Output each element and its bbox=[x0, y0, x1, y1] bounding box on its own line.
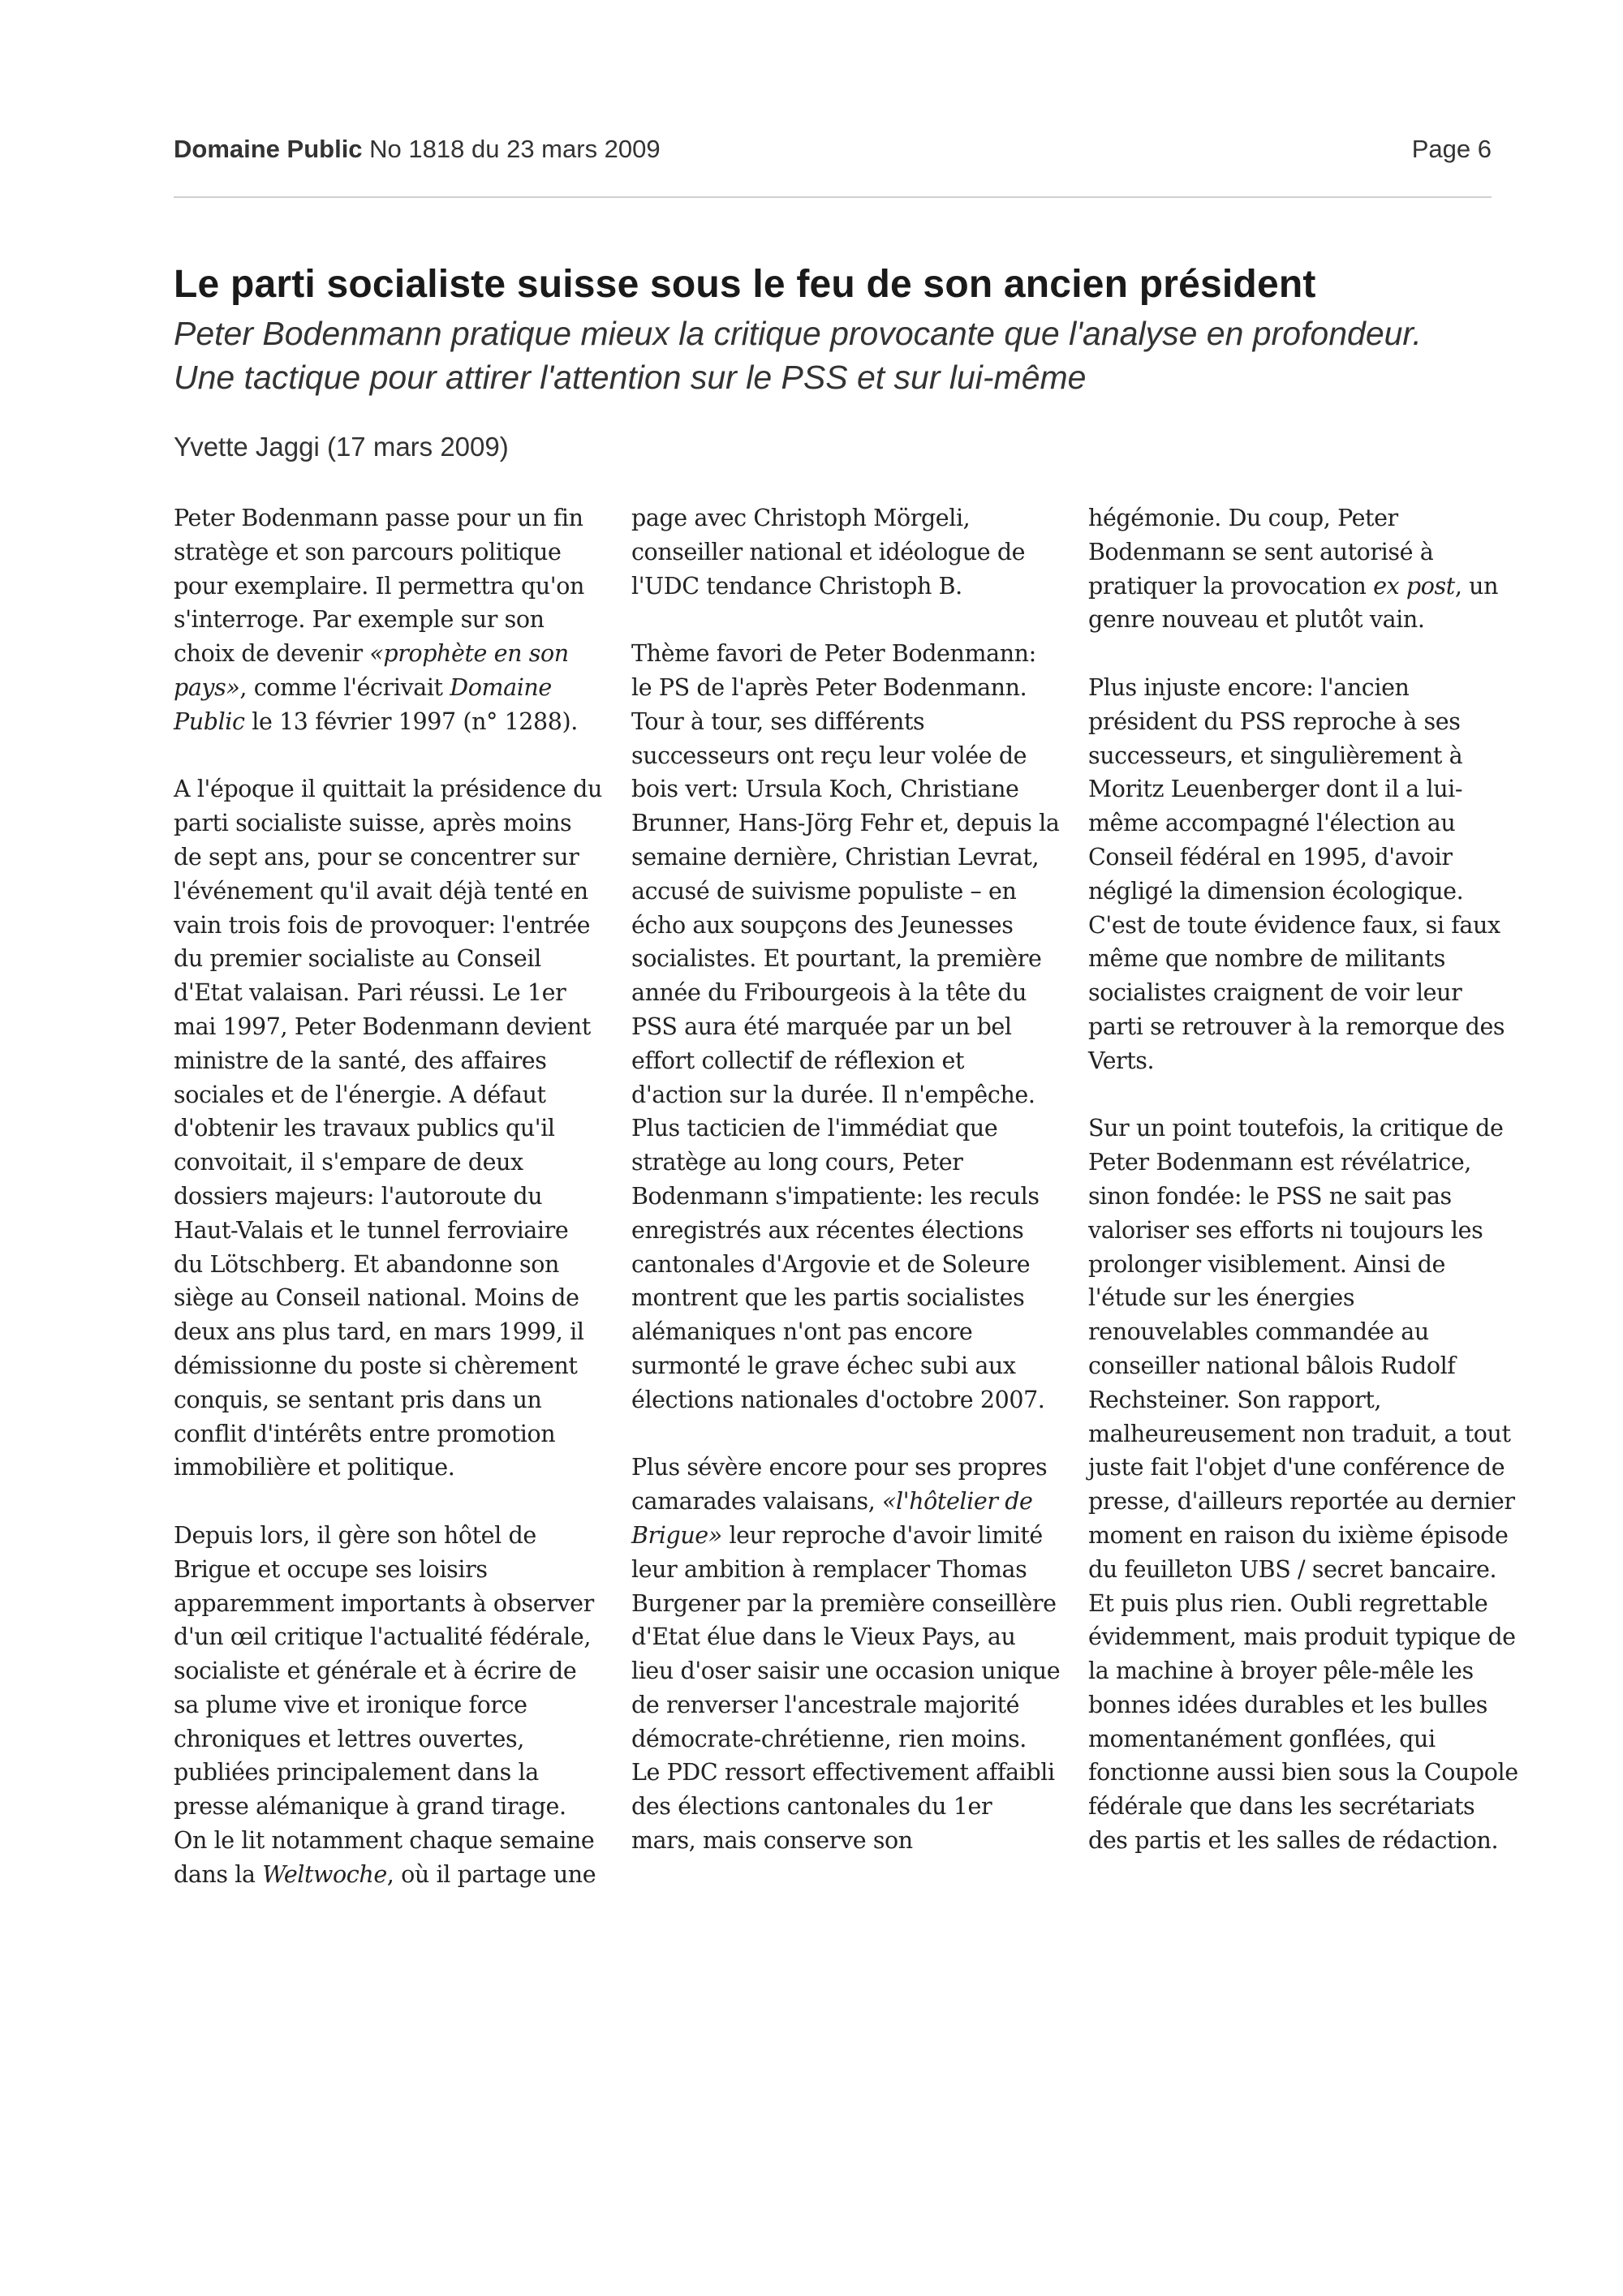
column-2 bbox=[631, 501, 1061, 1892]
text-run-italic: Domaine Public bbox=[174, 673, 552, 735]
paragraph bbox=[174, 501, 604, 739]
page-header bbox=[174, 135, 1492, 170]
text-run: Plus sévère encore pour ses propres camarades valaisans, bbox=[631, 1454, 1048, 1516]
paragraph: A l'époque il quittait la présidence du parti socialiste suisse, après moins de sept ans, pour se concentrer sur l'événement qu'il avait déjà tenté en vain trois fois de provoquer: l'entrée du premier socialiste au Conseil d'Etat valaisan. Pari réussi. Le 1er mai 1997, Peter Bodenmann devient ministre de la santé, des affaires sociales et de l'énergie. A défaut d'obtenir les travaux publics qu'il convoitait, il s'empare de deux dossiers majeurs: l'autoroute du Haut-Valais et le tunnel ferroviaire du Lötschberg. Et abandonne son siège au Conseil national. Moins de deux ans plus tard, en mars 1999, il démissionne du poste si chèrement conquis, se sentant pris dans un conflit d'intérêts entre promotion immobilière et politique. bbox=[174, 776, 602, 1481]
text-run-italic: «prophète en son pays» bbox=[174, 640, 569, 701]
paragraph: Plus injuste encore: l'ancien président du PSS reproche à ses successeurs, et singulièrement à Moritz Leuenberger dont il a lui-même accompagné l'élection au Conseil fédéral en 1995, d'avoir négligé la dimension écologique. C'est de toute évidence faux, si faux même que nombre de militants socialistes craignent de voir leur parti se retrouver à la remorque des Verts. bbox=[1088, 673, 1505, 1074]
text-run: Depuis lors, il gère son hôtel de Brigue et occupe ses loisirs apparemment importants à observer d'un œil critique l'actualité fédérale, socialiste et générale et à écrire de sa plume vive et ironique force chroniques et lettres ouvertes, publiées principalement dans la presse alémanique à grand tirage. On le lit notamment chaque semaine dans la bbox=[174, 1521, 595, 1888]
column-3 bbox=[1088, 501, 1518, 1892]
text-run: hégémonie. Du coup, Peter Bodenmann se sent autorisé à pratiquer la provocation bbox=[1088, 505, 1434, 600]
text-run: le 13 février 1997 (n° 1288). bbox=[244, 707, 578, 735]
text-run: , un genre nouveau et plutôt vain. bbox=[1088, 572, 1499, 634]
article-byline: Yvette Jaggi (17 mars 2009) bbox=[174, 432, 509, 462]
text-run-italic: Weltwoche bbox=[262, 1860, 387, 1888]
column-1 bbox=[174, 501, 604, 1925]
paragraph: Thème favori de Peter Bodenmann: le PS de l'après Peter Bodenmann. Tour à tour, ses différents successeurs ont reçu leur volée de bois vert: Ursula Koch, Christiane Brunner, Hans-Jörg Fehr et, depuis la semaine dernière, Christian Levrat, accusé de suivisme populiste – en écho aux soupçons des Jeunesses socialistes. Et pourtant, la première année du Fribourgeois à la tête du PSS aura été marquée par un bel effort collectif de réflexion et d'action sur la durée. Il n'empêche. Plus tacticien de l'immédiat que stratège au long cours, Peter Bodenmann s'impatiente: les reculs enregistrés aux récentes élections cantonales d'Argovie et de Soleure montrent que les partis socialistes alémaniques n'ont pas encore surmonté le grave échec subi aux élections nationales d'octobre 2007. bbox=[631, 640, 1060, 1413]
text-run-italic: ex post bbox=[1373, 572, 1455, 600]
paragraph bbox=[174, 1519, 604, 1892]
text-run-italic: «l'hôtelier de Brigue» bbox=[631, 1488, 1033, 1549]
issue-info: No 1818 du 23 mars 2009 bbox=[369, 135, 661, 163]
paragraph bbox=[1088, 501, 1518, 637]
paragraph: Sur un point toutefois, la critique de Peter Bodenmann est révélatrice, sinon fondée: le PSS ne sait pas valoriser ses efforts ni toujours les prolonger visiblement. Ainsi de l'étude sur les énergies renouvelables commandée au conseiller national bâlois Rudolf Rechsteiner. Son rapport, malheureusement non traduit, a tout juste fait l'objet d'une conférence de presse, d'ailleurs reportée au dernier moment en raison du ixième épisode du feuilleton UBS / secret bancaire. Et puis plus rien. Oubli regrettable évidemment, mais produit typique de la machine à broyer pêle-mêle les bonnes idées durables et les bulles momentanément gonflées, qui fonctionne aussi bien sous la Coupole fédérale que dans les secrétariats des partis et les salles de rédaction. bbox=[1088, 1115, 1518, 1855]
text-run: leur reproche d'avoir limité leur ambition à remplacer Thomas Burgener par la première conseillère d'Etat élue dans le Vieux Pays, au lieu d'oser saisir une occasion unique de renverser l'ancestrale majorité démocrate-chrétienne, rien moins. Le PDC ressort effectivement affaibli des élections cantonales du 1er mars, mais conserve son bbox=[631, 1521, 1061, 1855]
article-subtitle: Peter Bodenmann pratique mieux la critique provocante que l'analyse en profondeur. Une tactique pour attirer l'attention sur le PSS et sur lui-même bbox=[174, 315, 1422, 396]
text-run: , comme l'écrivait bbox=[239, 673, 450, 701]
publication-name: Domaine Public bbox=[174, 135, 363, 163]
text-run: Peter Bodenmann passe pour un fin stratège et son parcours politique pour exemplaire. Il permettra qu'on s'interroge. Par exemple sur son choix de devenir bbox=[174, 505, 584, 668]
page-number: Page 6 bbox=[1411, 135, 1492, 163]
text-run: , où il partage une bbox=[386, 1860, 596, 1888]
paragraph: page avec Christoph Mörgeli, conseiller national et idéologue de l'UDC tendance Christoph B. bbox=[631, 505, 1026, 600]
article-title: Le parti socialiste suisse sous le feu de son ancien président bbox=[174, 263, 1316, 306]
header-divider bbox=[174, 196, 1492, 198]
paragraph bbox=[631, 1451, 1061, 1858]
